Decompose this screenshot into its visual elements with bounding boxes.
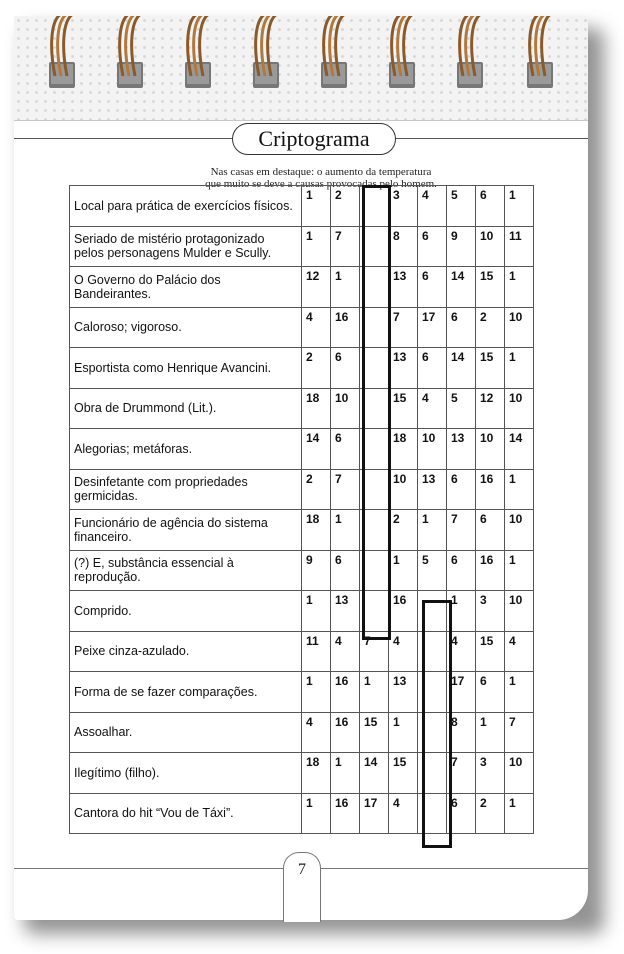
answer-cell[interactable]: 12 [302, 267, 331, 308]
answer-cell[interactable]: 1 [505, 267, 534, 308]
answer-cell[interactable]: 4 [447, 631, 476, 672]
answer-cell[interactable] [360, 226, 389, 267]
answer-cell[interactable] [360, 186, 389, 227]
answer-cell[interactable]: 4 [418, 388, 447, 429]
answer-cell[interactable] [418, 753, 447, 794]
clue-row [70, 631, 534, 672]
clue-text: Cantora do hit “Vou de Táxi”. [70, 793, 302, 834]
answer-cell[interactable]: 6 [447, 793, 476, 834]
answer-cell[interactable]: 10 [505, 307, 534, 348]
answer-cell[interactable]: 5 [447, 388, 476, 429]
answer-cell[interactable]: 4 [418, 186, 447, 227]
answer-cell[interactable] [360, 429, 389, 470]
answer-cell[interactable]: 18 [302, 753, 331, 794]
answer-cell[interactable]: 10 [476, 226, 505, 267]
answer-cell[interactable]: 3 [389, 186, 418, 227]
clue-row [70, 793, 534, 834]
answer-cell[interactable]: 14 [447, 267, 476, 308]
clue-row [70, 712, 534, 753]
answer-cell[interactable]: 1 [302, 591, 331, 632]
answer-cell[interactable]: 13 [447, 429, 476, 470]
answer-cell[interactable]: 16 [389, 591, 418, 632]
answer-cell[interactable]: 1 [331, 510, 360, 551]
clue-row [70, 510, 534, 551]
clue-row [70, 753, 534, 794]
answer-cell[interactable]: 13 [418, 469, 447, 510]
answer-cell[interactable]: 14 [302, 429, 331, 470]
answer-cell[interactable]: 4 [389, 631, 418, 672]
answer-cell[interactable]: 10 [418, 429, 447, 470]
answer-cell[interactable]: 6 [447, 307, 476, 348]
clue-row [70, 429, 534, 470]
answer-cell[interactable]: 6 [447, 469, 476, 510]
answer-cell[interactable]: 15 [389, 388, 418, 429]
answer-cell[interactable]: 10 [476, 429, 505, 470]
answer-cell[interactable]: 6 [331, 348, 360, 389]
answer-cell[interactable]: 6 [331, 429, 360, 470]
answer-cell[interactable]: 7 [331, 469, 360, 510]
answer-cell[interactable]: 16 [476, 469, 505, 510]
answer-cell[interactable]: 13 [331, 591, 360, 632]
clue-text: Desinfetante com propriedades germicidas. [70, 469, 302, 510]
answer-cell[interactable]: 16 [331, 712, 360, 753]
spiral-ring-icon [451, 16, 495, 106]
answer-cell[interactable]: 14 [360, 753, 389, 794]
answer-cell[interactable]: 16 [331, 307, 360, 348]
answer-cell[interactable] [360, 469, 389, 510]
clue-text: Alegorias; metáforas. [70, 429, 302, 470]
answer-cell[interactable]: 4 [302, 712, 331, 753]
answer-cell[interactable]: 10 [505, 753, 534, 794]
answer-cell[interactable] [360, 348, 389, 389]
answer-cell[interactable]: 15 [476, 267, 505, 308]
answer-cell[interactable]: 8 [389, 226, 418, 267]
clue-text: Peixe cinza-azulado. [70, 631, 302, 672]
answer-cell[interactable]: 15 [360, 712, 389, 753]
clue-row [70, 348, 534, 389]
clue-text: O Governo do Palácio dos Bandeirantes. [70, 267, 302, 308]
answer-cell[interactable]: 4 [389, 793, 418, 834]
answer-cell[interactable]: 6 [476, 510, 505, 551]
cryptogram-grid [69, 185, 534, 834]
spiral-ring-icon [111, 16, 155, 106]
answer-cell[interactable]: 1 [505, 348, 534, 389]
clue-text: Seriado de mistério protagonizado pelos personagens Mulder e Scully. [70, 226, 302, 267]
answer-cell[interactable]: 17 [418, 307, 447, 348]
answer-cell[interactable]: 10 [505, 510, 534, 551]
answer-cell[interactable] [360, 550, 389, 591]
answer-cell[interactable]: 4 [302, 307, 331, 348]
answer-cell[interactable]: 7 [389, 307, 418, 348]
answer-cell[interactable]: 1 [389, 712, 418, 753]
answer-cell[interactable]: 7 [360, 631, 389, 672]
spiral-ring-icon [247, 16, 291, 106]
answer-cell[interactable]: 7 [505, 712, 534, 753]
answer-cell[interactable]: 10 [505, 591, 534, 632]
clue-row [70, 672, 534, 713]
answer-cell[interactable]: 8 [447, 712, 476, 753]
answer-cell[interactable]: 6 [476, 186, 505, 227]
dotted-header-band [14, 16, 588, 120]
answer-cell[interactable]: 7 [447, 510, 476, 551]
answer-cell[interactable]: 1 [331, 753, 360, 794]
answer-cell[interactable]: 18 [389, 429, 418, 470]
answer-cell[interactable]: 5 [447, 186, 476, 227]
answer-cell[interactable]: 2 [476, 307, 505, 348]
answer-cell[interactable]: 13 [389, 672, 418, 713]
answer-cell[interactable]: 1 [302, 793, 331, 834]
notebook-page [14, 16, 588, 920]
answer-cell[interactable] [418, 631, 447, 672]
answer-cell[interactable]: 7 [447, 753, 476, 794]
clue-text: Esportista como Henrique Avancini. [70, 348, 302, 389]
clue-text: Ilegítimo (filho). [70, 753, 302, 794]
answer-cell[interactable]: 1 [505, 793, 534, 834]
answer-cell[interactable]: 4 [331, 631, 360, 672]
answer-cell[interactable] [360, 591, 389, 632]
answer-cell[interactable]: 13 [389, 348, 418, 389]
clue-row [70, 469, 534, 510]
answer-cell[interactable] [418, 672, 447, 713]
answer-cell[interactable]: 14 [505, 429, 534, 470]
answer-cell[interactable] [418, 591, 447, 632]
answer-cell[interactable] [360, 307, 389, 348]
answer-cell[interactable]: 16 [331, 672, 360, 713]
answer-cell[interactable]: 2 [331, 186, 360, 227]
answer-cell[interactable]: 3 [476, 753, 505, 794]
answer-cell[interactable]: 1 [505, 672, 534, 713]
answer-cell[interactable]: 1 [389, 550, 418, 591]
clue-row [70, 307, 534, 348]
answer-cell[interactable]: 4 [505, 631, 534, 672]
answer-cell[interactable]: 1 [505, 550, 534, 591]
clue-text: Caloroso; vigoroso. [70, 307, 302, 348]
answer-cell[interactable] [418, 712, 447, 753]
answer-cell[interactable]: 2 [302, 348, 331, 389]
answer-cell[interactable]: 15 [476, 348, 505, 389]
answer-cell[interactable]: 13 [389, 267, 418, 308]
answer-cell[interactable]: 9 [302, 550, 331, 591]
answer-cell[interactable]: 3 [476, 591, 505, 632]
answer-cell[interactable]: 16 [331, 793, 360, 834]
answer-cell[interactable]: 1 [331, 267, 360, 308]
spiral-ring-icon [179, 16, 223, 106]
answer-cell[interactable]: 1 [302, 186, 331, 227]
clue-text: Obra de Drummond (Lit.). [70, 388, 302, 429]
answer-cell[interactable]: 11 [302, 631, 331, 672]
header-divider [14, 120, 588, 121]
answer-cell[interactable]: 2 [302, 469, 331, 510]
clue-row [70, 550, 534, 591]
answer-cell[interactable]: 14 [447, 348, 476, 389]
answer-cell[interactable]: 1 [302, 226, 331, 267]
answer-cell[interactable]: 6 [418, 267, 447, 308]
clue-row [70, 267, 534, 308]
answer-cell[interactable]: 1 [505, 469, 534, 510]
answer-cell[interactable]: 16 [476, 550, 505, 591]
clue-text: Local para prática de exercícios físicos. [70, 186, 302, 227]
answer-cell[interactable]: 10 [389, 469, 418, 510]
answer-cell[interactable]: 1 [505, 186, 534, 227]
answer-cell[interactable]: 6 [418, 226, 447, 267]
answer-cell[interactable]: 9 [447, 226, 476, 267]
answer-cell[interactable] [360, 388, 389, 429]
answer-cell[interactable]: 10 [505, 388, 534, 429]
answer-cell[interactable] [418, 793, 447, 834]
answer-cell[interactable]: 11 [505, 226, 534, 267]
answer-cell[interactable]: 6 [331, 550, 360, 591]
clue-text: Funcionário de agência do sistema financeiro. [70, 510, 302, 551]
clue-text: (?) E, substância essencial à reprodução. [70, 550, 302, 591]
answer-cell[interactable]: 7 [331, 226, 360, 267]
clue-row [70, 226, 534, 267]
answer-cell[interactable]: 6 [476, 672, 505, 713]
clue-text: Comprido. [70, 591, 302, 632]
answer-cell[interactable] [360, 510, 389, 551]
answer-cell[interactable]: 15 [476, 631, 505, 672]
answer-cell[interactable]: 10 [331, 388, 360, 429]
answer-cell[interactable]: 17 [360, 793, 389, 834]
instructions-line: que muito se deve a causas provocadas pelo homem. [205, 178, 437, 190]
spiral-ring-icon [315, 16, 359, 106]
answer-cell[interactable]: 15 [389, 753, 418, 794]
answer-cell[interactable]: 18 [302, 510, 331, 551]
spiral-ring-icon [521, 16, 565, 106]
answer-cell[interactable]: 12 [476, 388, 505, 429]
answer-cell[interactable] [360, 267, 389, 308]
answer-cell[interactable]: 1 [476, 712, 505, 753]
clue-row [70, 591, 534, 632]
page-title: Criptograma [232, 123, 396, 155]
spiral-ring-icon [43, 16, 87, 106]
answer-cell[interactable]: 2 [476, 793, 505, 834]
clue-row [70, 186, 534, 227]
answer-cell[interactable]: 1 [360, 672, 389, 713]
answer-cell[interactable]: 18 [302, 388, 331, 429]
answer-cell[interactable]: 1 [302, 672, 331, 713]
answer-cell[interactable]: 6 [418, 348, 447, 389]
answer-cell[interactable]: 1 [447, 591, 476, 632]
answer-cell[interactable]: 2 [389, 510, 418, 551]
instructions-line: Nas casas em destaque: o aumento da temperatura [210, 166, 432, 178]
answer-cell[interactable]: 17 [447, 672, 476, 713]
page-number: 7 [283, 852, 321, 922]
clue-text: Assoalhar. [70, 712, 302, 753]
clue-text: Forma de se fazer comparações. [70, 672, 302, 713]
spiral-ring-icon [383, 16, 427, 106]
clue-row [70, 388, 534, 429]
answer-cell[interactable]: 6 [447, 550, 476, 591]
answer-cell[interactable]: 1 [418, 510, 447, 551]
answer-cell[interactable]: 5 [418, 550, 447, 591]
